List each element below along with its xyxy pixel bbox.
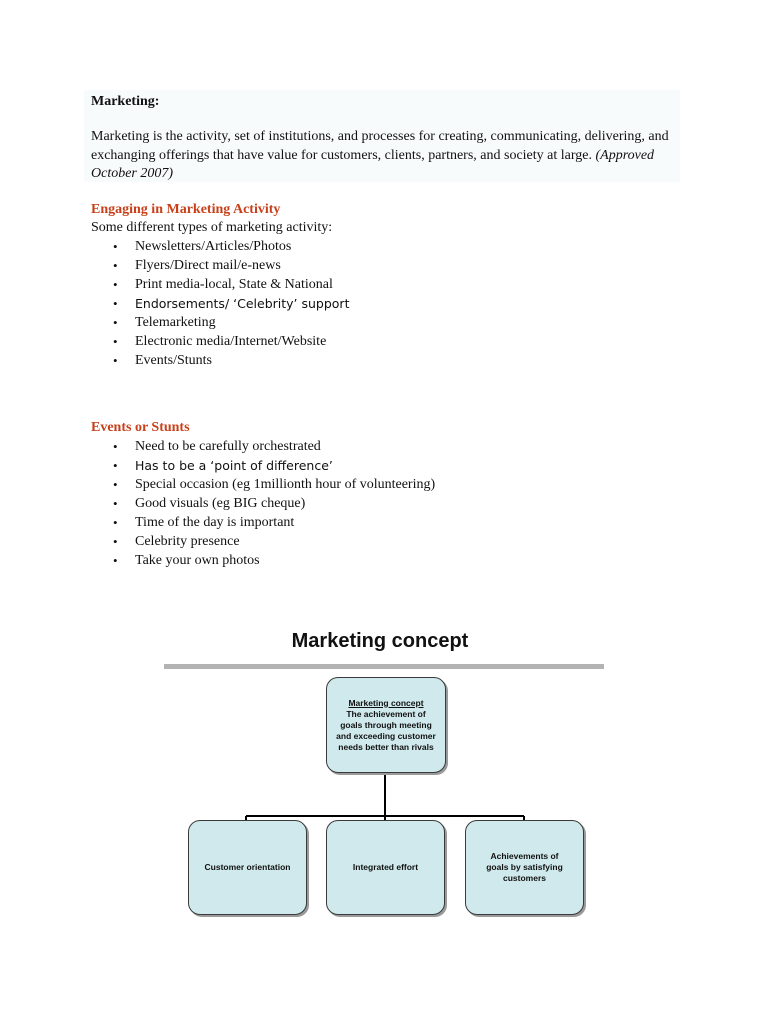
- list-item: [91, 351, 349, 370]
- bullet-icon: •: [113, 439, 118, 454]
- child-node-achievements: [465, 820, 584, 915]
- list-item-text: Flyers/Direct mail/e-news: [135, 258, 281, 273]
- bullet-icon: •: [113, 515, 118, 530]
- engaging-intro: Some different types of marketing activity:: [91, 220, 333, 235]
- root-node-line: goals through meeting: [340, 719, 432, 730]
- diagram-title: Marketing concept: [291, 630, 469, 652]
- root-node-line: needs better than rivals: [338, 741, 434, 752]
- child-node-line: customers: [503, 873, 546, 883]
- child-node-integrated-effort: [326, 820, 445, 915]
- list-item: [91, 494, 435, 513]
- list-item: [91, 551, 435, 570]
- engaging-section-title: Engaging in Marketing Activity: [91, 202, 281, 217]
- list-item: [91, 532, 435, 551]
- list-item: [91, 275, 349, 294]
- child-node-customer-orientation: [188, 820, 307, 915]
- bullet-icon: •: [113, 353, 118, 368]
- list-item: [91, 513, 435, 532]
- list-item-text: Events/Stunts: [135, 353, 213, 368]
- root-node: [326, 677, 446, 773]
- list-item: [91, 332, 349, 351]
- list-item: [91, 256, 349, 275]
- list-item-text: Has to be a ‘point of difference’: [135, 458, 333, 473]
- bullet-icon: •: [113, 239, 118, 254]
- bullet-icon: •: [113, 477, 118, 492]
- events-list: [91, 437, 435, 570]
- list-item-text: Endorsements/ ‘Celebrity’ support: [135, 296, 350, 311]
- list-item-text: Print media-local, State & National: [135, 277, 333, 292]
- root-node-heading: Marketing concept: [348, 697, 424, 708]
- root-node-line: The achievement of: [346, 708, 426, 719]
- child-node-line: goals by satisfying: [486, 862, 563, 872]
- list-item-text: Celebrity presence: [135, 534, 240, 549]
- marketing-definition: [91, 128, 681, 184]
- events-section-title: Events or Stunts: [91, 420, 190, 435]
- bullet-icon: •: [113, 534, 118, 549]
- approved-note: (Approved October 2007): [91, 147, 655, 181]
- child-node-line: Integrated effort: [352, 862, 419, 872]
- list-item-text: Good visuals (eg BIG cheque): [135, 496, 306, 511]
- list-item-text: Newsletters/Articles/Photos: [135, 239, 292, 254]
- engaging-list: [91, 237, 349, 370]
- root-node-line: and exceeding customer: [336, 730, 436, 741]
- child-node-line: Customer orientation: [204, 862, 291, 872]
- marketing-concept-diagram: [160, 620, 610, 930]
- bullet-icon: •: [113, 458, 118, 473]
- bullet-icon: •: [113, 315, 118, 330]
- list-item: [91, 313, 349, 332]
- marketing-heading: Marketing:: [91, 94, 160, 109]
- list-item-text: Need to be carefully orchestrated: [135, 439, 321, 454]
- list-item: [91, 475, 435, 494]
- bullet-icon: •: [113, 296, 118, 311]
- bullet-icon: •: [113, 277, 118, 292]
- list-item: [91, 437, 435, 456]
- list-item-text: Special occasion (eg 1millionth hour of volunteering): [135, 477, 436, 492]
- bullet-icon: •: [113, 496, 118, 511]
- bullet-icon: •: [113, 334, 118, 349]
- bullet-icon: •: [113, 553, 118, 568]
- list-item: [91, 456, 435, 475]
- list-item-text: Telemarketing: [135, 315, 216, 330]
- list-item: [91, 294, 349, 313]
- list-item-text: Electronic media/Internet/Website: [135, 334, 327, 349]
- list-item-text: Time of the day is important: [135, 515, 295, 530]
- definition-body: Marketing is the activity, set of institutions, and processes for creating, communicating, delivering, and exchanging offerings that have value for customers, clients, partners, and society at large.: [91, 129, 669, 163]
- list-item-text: Take your own photos: [135, 553, 260, 568]
- child-node-line: Achievements of: [490, 851, 559, 861]
- bullet-icon: •: [113, 258, 118, 273]
- list-item: [91, 237, 349, 256]
